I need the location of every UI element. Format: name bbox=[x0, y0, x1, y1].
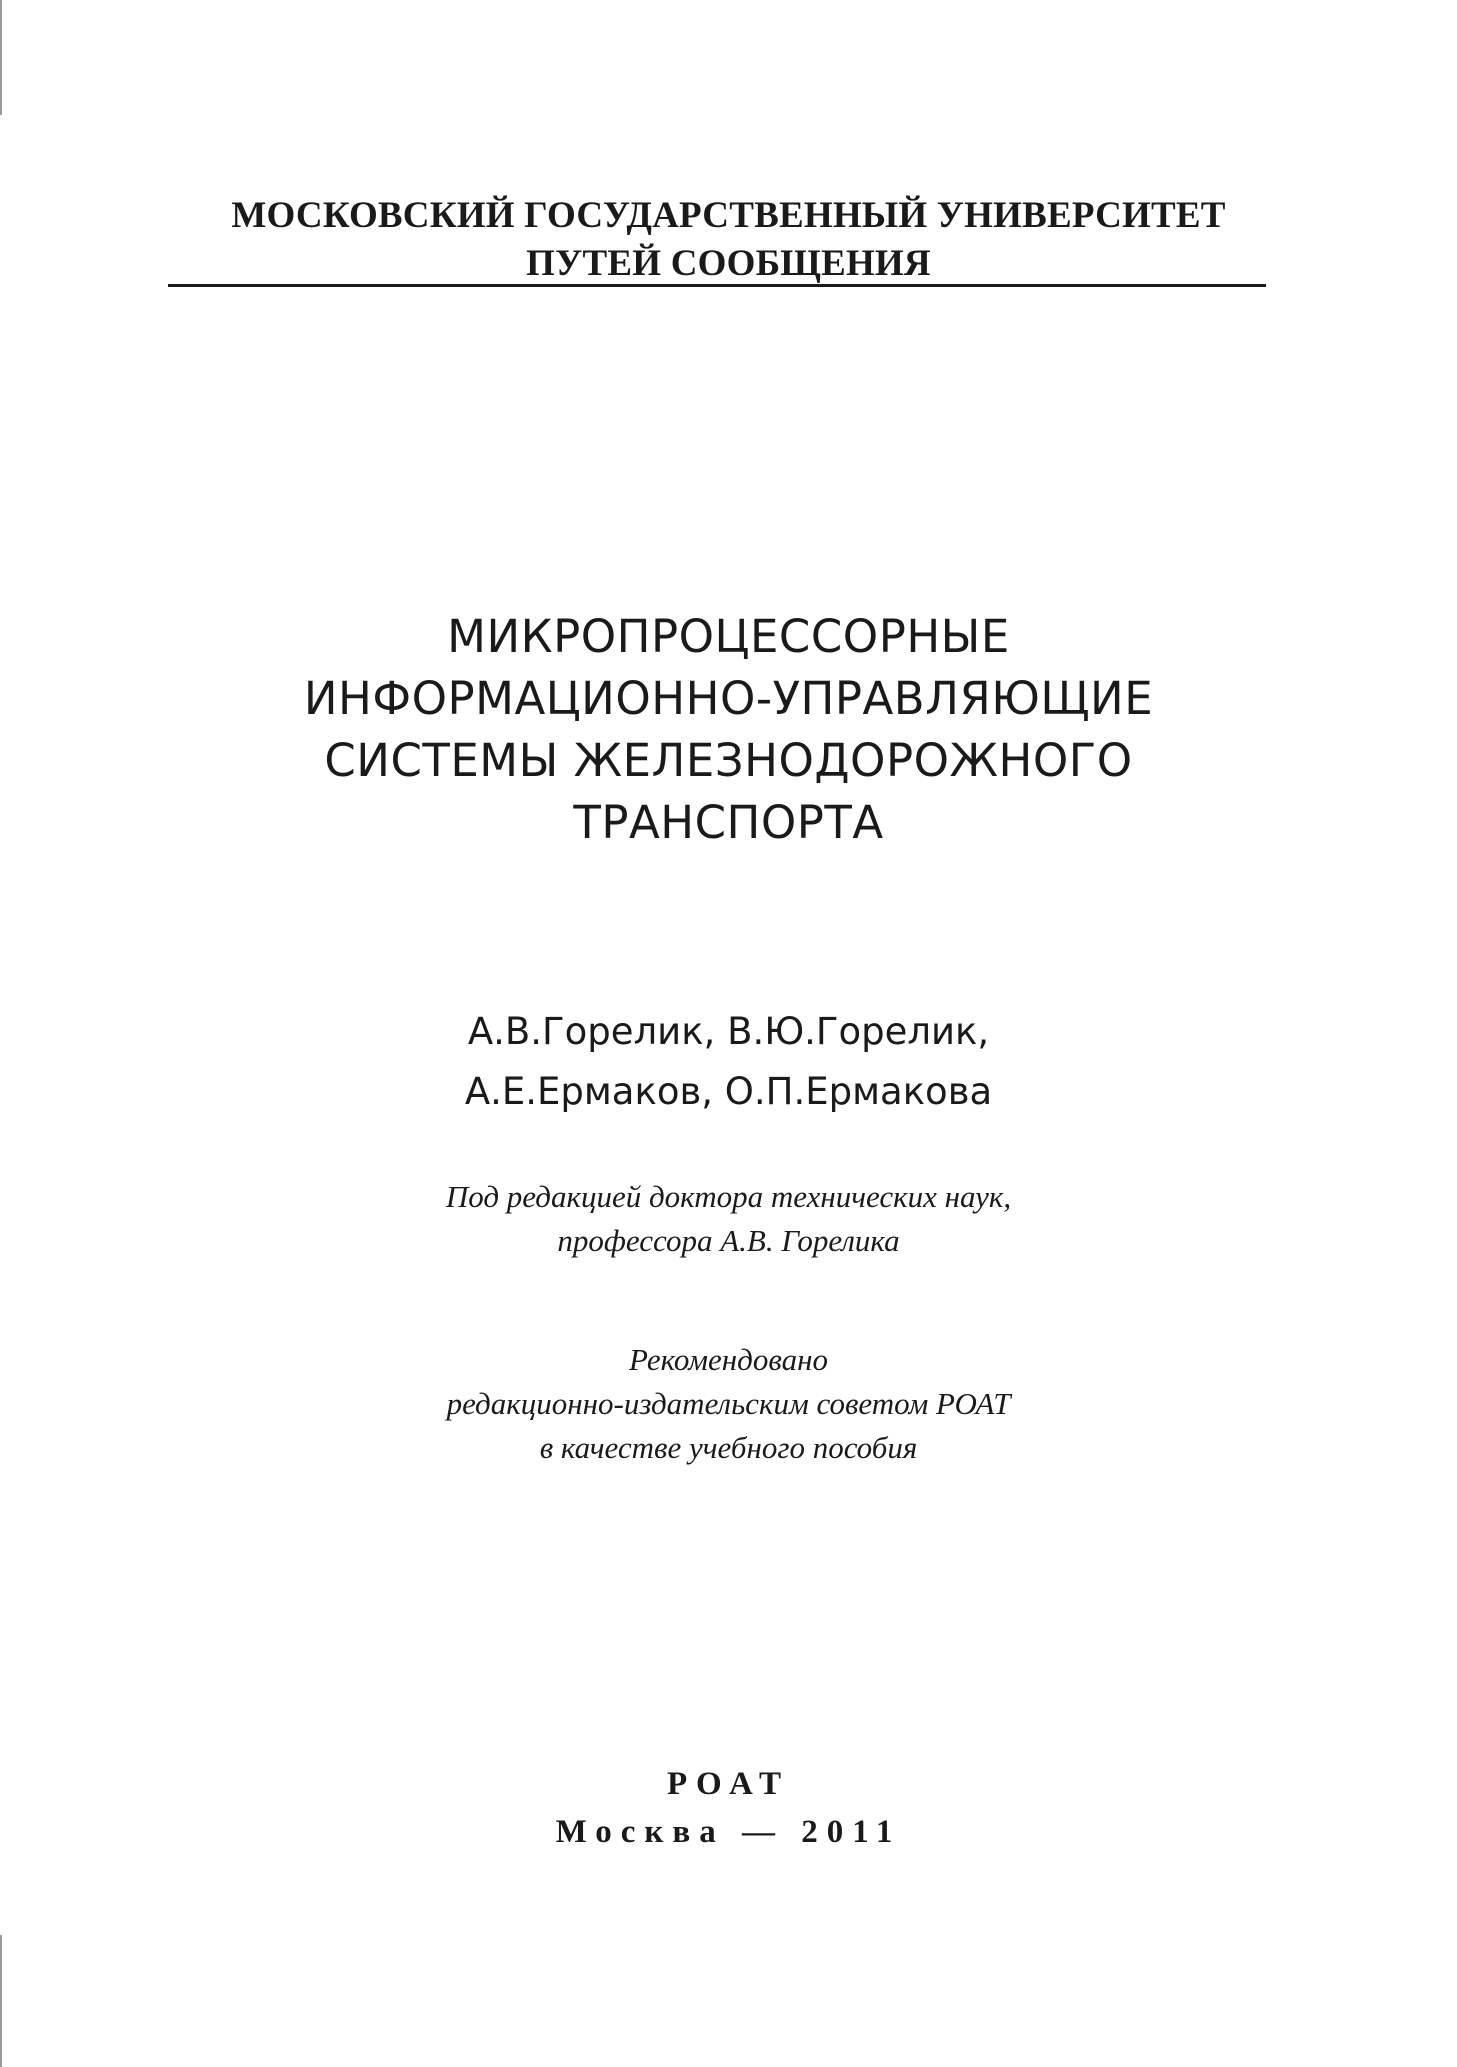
editor-note bbox=[0, 1175, 1457, 1263]
recommendation-line-3: в качестве учебного пособия bbox=[539, 1430, 918, 1465]
editor-line-2: профессора А.В. Горелика bbox=[557, 1223, 900, 1258]
title-line-4: ТРАНСПОРТА bbox=[573, 796, 884, 849]
recommendation-note bbox=[0, 1338, 1457, 1470]
publisher-imprint bbox=[0, 1760, 1457, 1856]
recommendation-line-1: Рекомендовано bbox=[629, 1342, 828, 1377]
publisher-city-year: Москва — 2011 bbox=[555, 1814, 902, 1850]
title-line-3: СИСТЕМЫ ЖЕЛЕЗНОДОРОЖНОГО bbox=[324, 734, 1133, 787]
page-edge-mark-bottom bbox=[0, 1935, 2, 2067]
header-rule bbox=[168, 284, 1266, 287]
book-title bbox=[0, 606, 1457, 854]
university-line-1: МОСКОВСКИЙ ГОСУДАРСТВЕННЫЙ УНИВЕРСИТЕТ bbox=[231, 195, 1226, 236]
university-name bbox=[0, 192, 1457, 288]
publisher-name: РОАТ bbox=[667, 1766, 790, 1802]
title-line-2: ИНФОРМАЦИОННО-УПРАВЛЯЮЩИЕ bbox=[303, 672, 1154, 725]
title-line-1: МИКРОПРОЦЕССОРНЫЕ bbox=[447, 610, 1010, 663]
recommendation-line-2: редакционно-издательским советом РОАТ bbox=[446, 1386, 1011, 1421]
page-edge-mark-top bbox=[0, 0, 2, 115]
authors bbox=[0, 1002, 1457, 1122]
editor-line-1: Под редакцией доктора технических наук, bbox=[445, 1179, 1012, 1214]
authors-line-2: А.Е.Ермаков, О.П.Ермакова bbox=[464, 1070, 993, 1113]
university-line-2: ПУТЕЙ СООБЩЕНИЯ bbox=[526, 243, 931, 284]
authors-line-1: А.В.Горелик, В.Ю.Горелик, bbox=[467, 1010, 990, 1053]
